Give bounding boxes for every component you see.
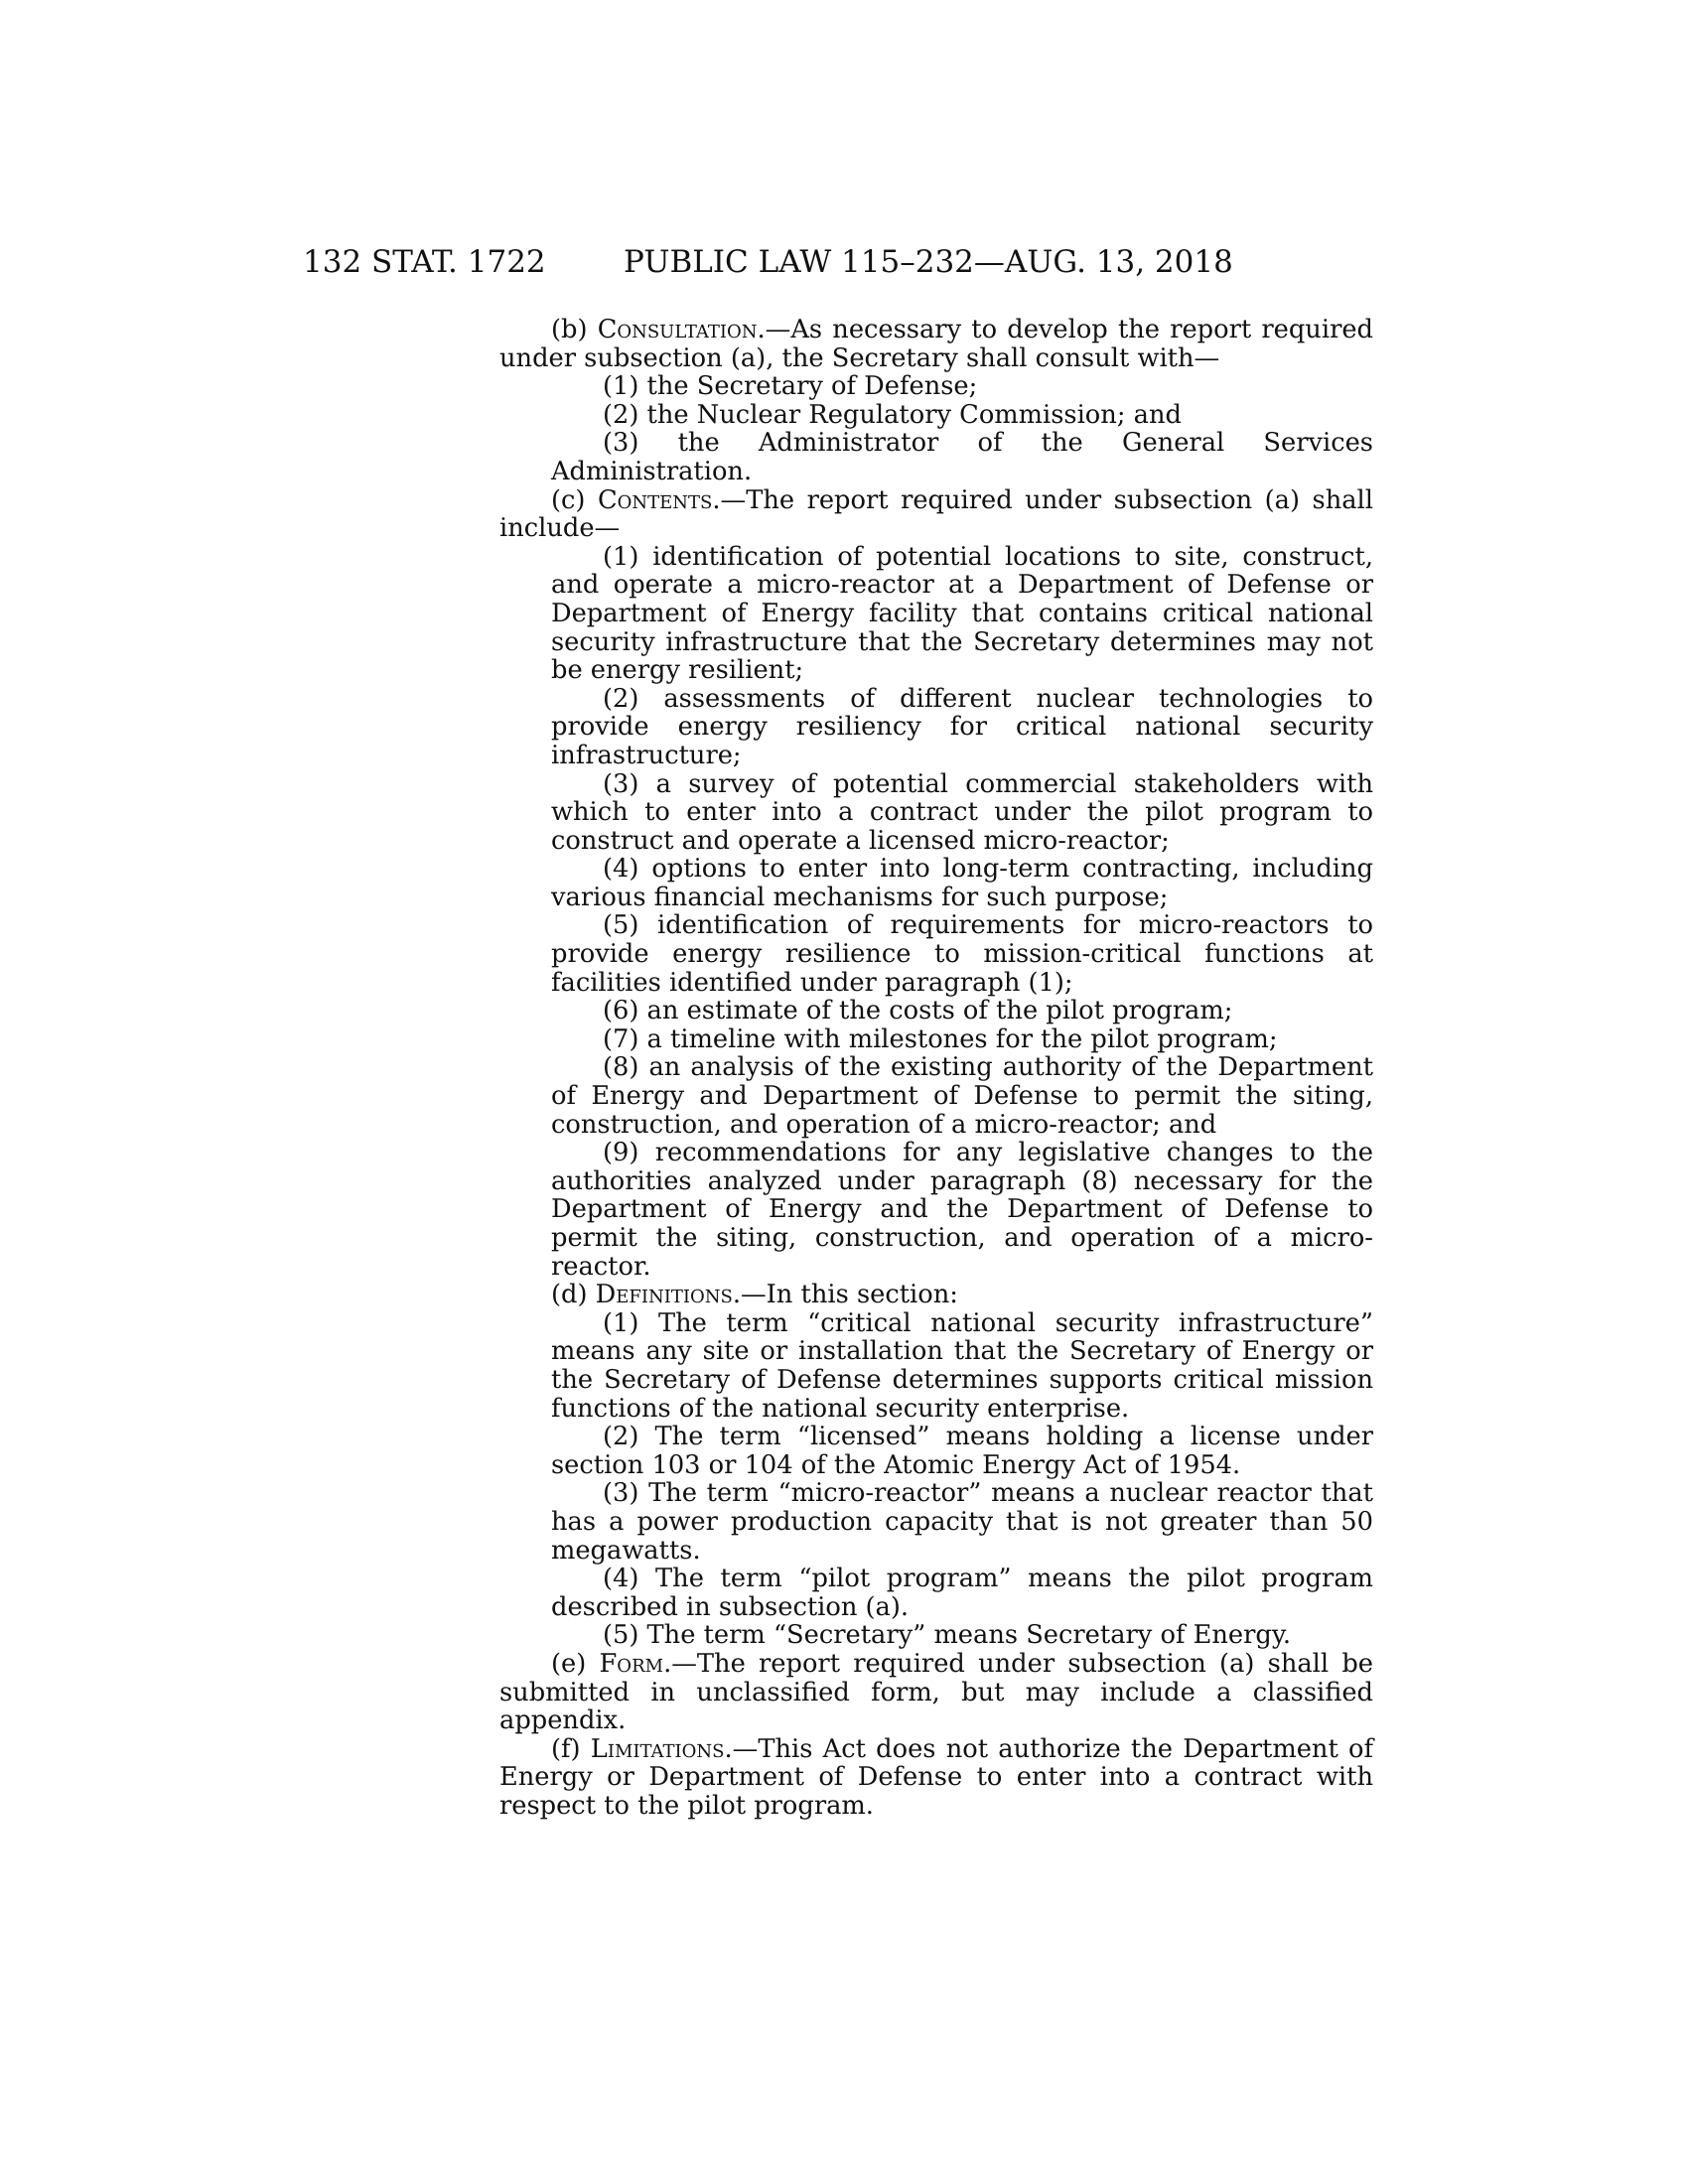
paragraph-b1: (1) the Secretary of Defense; [603, 371, 978, 402]
paragraph-d5: (5) The term “Secretary” means Secretary of Energy. [603, 1620, 1292, 1651]
subsection-text: .—The report required under subsection (a) shall include— [499, 484, 1373, 544]
statute-page-number: 132 STAT. 1722 [303, 244, 546, 280]
document-body [499, 316, 1373, 1820]
paragraph-d3: (3) The term “micro-reactor” means a nuclear reactor that has a power production capacity that is not greater than 50 megawatts. [551, 1478, 1373, 1566]
subsection-text: .—In this section: [732, 1280, 958, 1310]
subsection-text: .—The report required under subsection (a) shall be submitted in unclassified form, but may include a classified appendix. [499, 1648, 1373, 1736]
paragraph-d1: (1) The term “critical national security infrastructure” means any site or installation that the Secretary of Energy or the Secretary of Defense determines supports critical mission functions of the national security enterprise. [551, 1307, 1373, 1424]
subsection-heading: Consultation [597, 315, 758, 344]
subsection-label: (f) [551, 1733, 591, 1764]
subsection-c-contents [499, 486, 1373, 543]
paragraph-b3: (3) the Administrator of the General Services Administration. [551, 428, 1373, 486]
subsection-d-definitions [499, 1281, 1373, 1309]
paragraph-c2: (2) assessments of different nuclear technologies to provide energy resiliency for critical national security infrastructure; [551, 683, 1373, 770]
subsection-e-form [499, 1650, 1373, 1735]
subsection-heading: Form [599, 1648, 664, 1679]
paragraph-d4: (4) The term “pilot program” means the pilot program described in subsection (a). [551, 1564, 1373, 1622]
paragraph-c9: (9) recommendations for any legislative changes to the authorities analyzed under paragraph (8) necessary for the Department of Energy and the Department of Defense to permit the siting, construction, and operation of a micro-reactor. [551, 1138, 1373, 1282]
paragraph-c5: (5) identification of requirements for micro-reactors to provide energy resilience to mission-critical functions at facilities identified under paragraph (1); [551, 910, 1373, 998]
paragraph-c4: (4) options to enter into long-term contracting, including various financial mechanisms for such purpose; [551, 854, 1373, 912]
subsection-label: (b) [551, 315, 598, 344]
subsection-f-limitations [499, 1735, 1373, 1821]
paragraph-c3: (3) a survey of potential commercial stakeholders with which to enter into a contract under the pilot program to construct and operate a licensed micro-reactor; [551, 768, 1373, 856]
subsection-label: (d) [551, 1280, 596, 1310]
paragraph-c1: (1) identification of potential locations to site, construct, and operate a micro-reactor at a Department of Defense or Department of Energy facility that contains critical national security infrastructure that the Secretary determines may not be energy resilient; [551, 541, 1373, 686]
subsection-heading: Contents [597, 484, 713, 515]
page-header [303, 244, 1233, 284]
subsection-heading: Definitions [595, 1280, 733, 1310]
paragraph-c6: (6) an estimate of the costs of the pilot program; [603, 996, 1233, 1026]
running-head-law-date: PUBLIC LAW 115–232—AUG. 13, 2018 [624, 244, 1233, 280]
subsection-text: .—As necessary to develop the report required under subsection (a), the Secretary shall consult with— [499, 315, 1373, 373]
paragraph-d2: (2) The term “licensed” means holding a license under section 103 or 104 of the Atomic Energy Act of 1954. [551, 1422, 1373, 1480]
subsection-heading: Limitations [590, 1733, 725, 1764]
subsection-label: (e) [551, 1648, 600, 1679]
subsection-b-consultation [499, 316, 1373, 372]
paragraph-c8: (8) an analysis of the existing authority of the Department of Energy and Department of Defense to permit the siting, construction, and operation of a micro-reactor; and [551, 1052, 1373, 1140]
paragraph-b2: (2) the Nuclear Regulatory Commission; and [603, 399, 1182, 430]
subsection-text: .—This Act does not authorize the Department of Energy or Department of Defense to enter into a contract with respect to the pilot program. [499, 1733, 1374, 1821]
subsection-label: (c) [551, 484, 598, 515]
paragraph-c7: (7) a timeline with milestones for the pilot program; [603, 1024, 1278, 1054]
